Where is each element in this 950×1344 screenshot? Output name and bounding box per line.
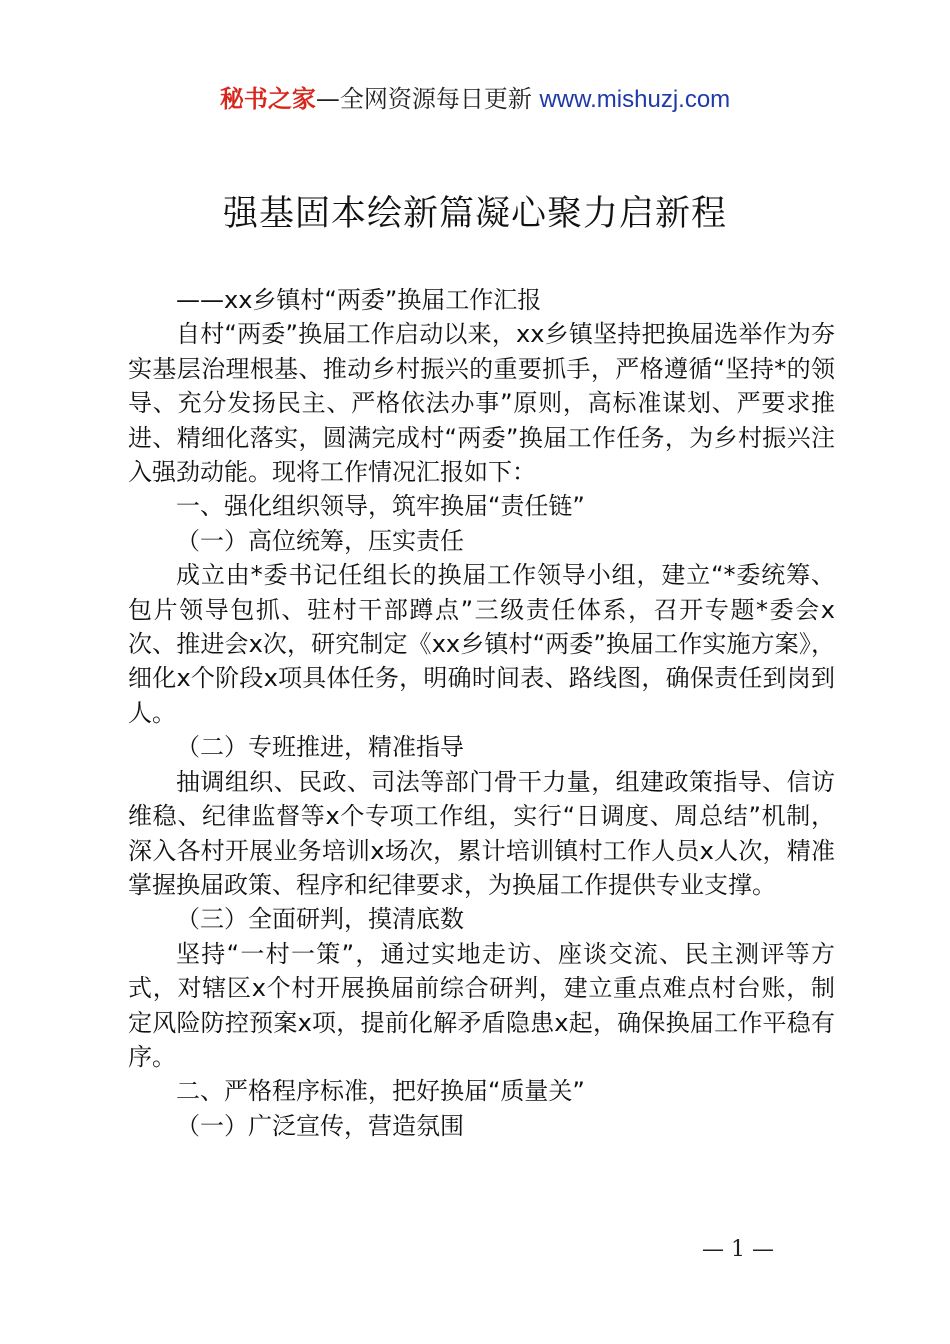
subsection-heading-2-1: （一）广泛宣传，营造氛围	[176, 1111, 464, 1140]
document-body	[128, 283, 835, 1143]
page-number: — 1 —	[702, 1237, 774, 1262]
site-slogan: —全网资源每日更新	[315, 85, 540, 113]
section-heading-2: 二、严格程序标准，把好换届“质量关”	[176, 1077, 585, 1106]
subtitle: ——xx乡镇村“两委”换届工作汇报	[176, 286, 542, 314]
paragraph-1-1: 成立由*委书记任组长的换届工作领导小组，建立“*委统筹、包片领导包抓、驻村干部蹲点”三级责任体系，召开专题*委会x次、推进会x次，研究制定《xx乡镇村“两委”换届工作实施方案》，细化x个阶段x项具体任务，明确时间表、路线图，确保责任到岗到人。	[128, 561, 835, 727]
section-heading-1: 一、强化组织领导，筑牢换届“责任链”	[176, 492, 585, 521]
subsection-heading-1-2: （二）专班推进，精准指导	[176, 733, 464, 762]
paragraph-1-3: 坚持“一村一策”，通过实地走访、座谈交流、民主测评等方式，对辖区x个村开展换届前综合研判，建立重点难点村台账，制定风险防控预案x项，提前化解矛盾隐患x起，确保换届工作平稳有序。	[128, 939, 835, 1071]
site-header	[0, 79, 950, 114]
intro-paragraph: 自村“两委”换届工作启动以来，xx乡镇坚持把换届选举作为夯实基层治理根基、推动乡村振兴的重要抓手，严格遵循“坚持*的领导、充分发扬民主、严格依法办事”原则，高标准谋划、严要求推进、精细化落实，圆满完成村“两委”换届工作任务，为乡村振兴注入强劲动能。现将工作情况汇报如下：	[128, 320, 835, 487]
document-title: 强基固本绘新篇凝心聚力启新程	[222, 194, 727, 234]
site-url[interactable]: www.mishuzj.com	[539, 86, 731, 113]
subsection-heading-1-1: （一）高位统筹，压实责任	[176, 526, 464, 555]
site-brand: 秘书之家	[219, 85, 316, 113]
subsection-heading-1-3: （三）全面研判，摸清底数	[176, 905, 464, 934]
paragraph-1-2: 抽调组织、民政、司法等部门骨干力量，组建政策指导、信访维稳、纪律监督等x个专项工作组，实行“日调度、周总结”机制，深入各村开展业务培训x场次，累计培训镇村工作人员x人次，精准掌握换届政策、程序和纪律要求，为换届工作提供专业支撑。	[128, 767, 835, 899]
